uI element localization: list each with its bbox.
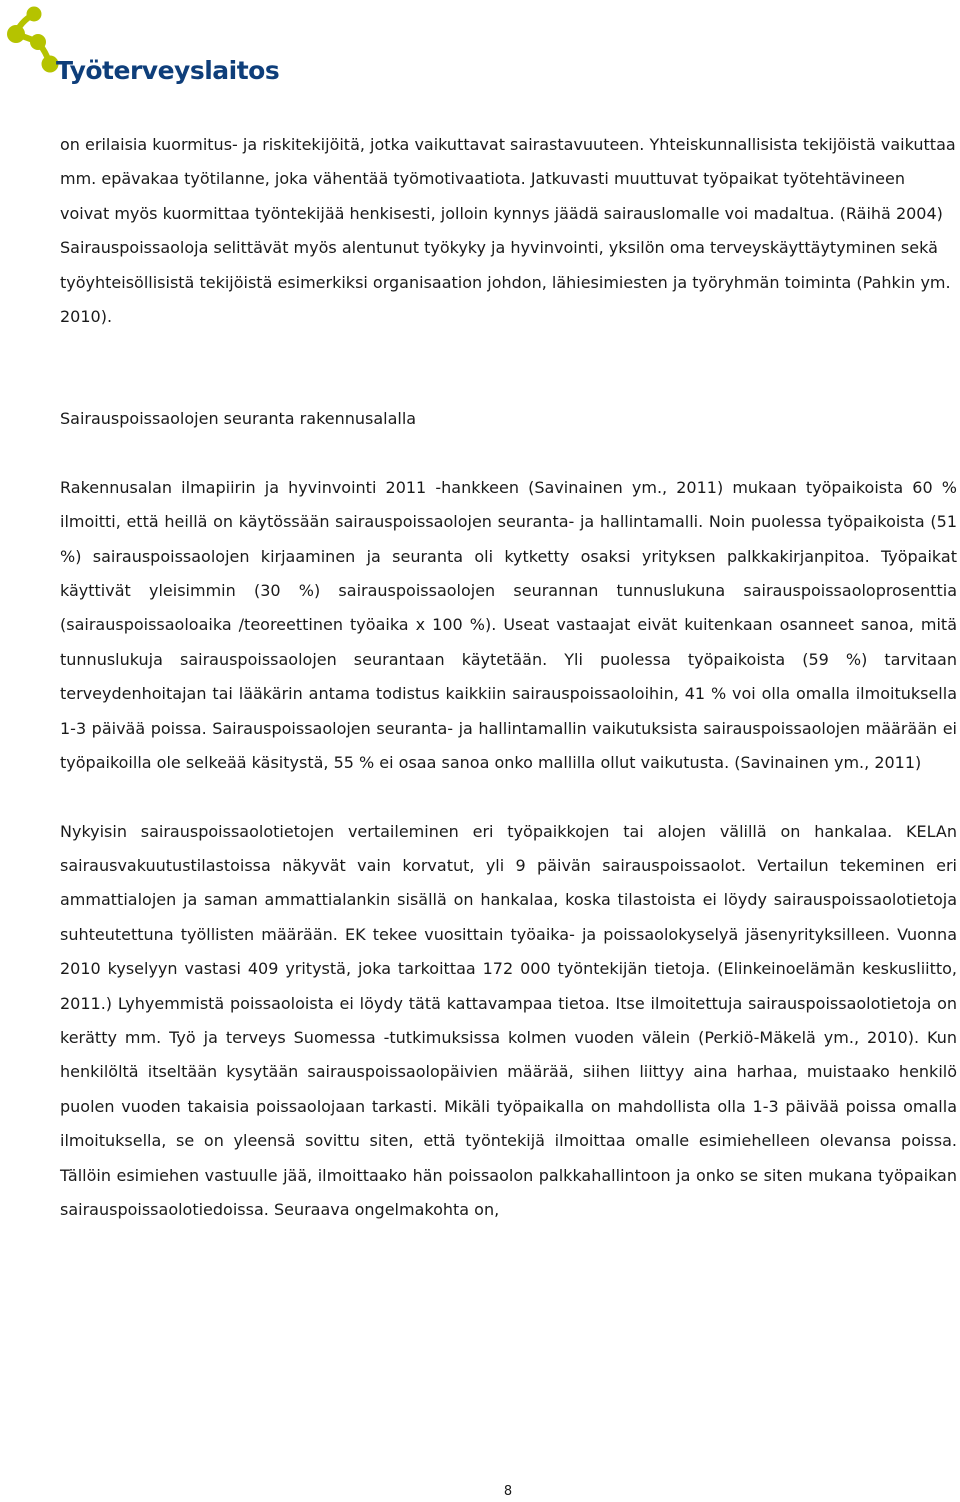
- page-number: 8: [503, 1484, 513, 1499]
- paragraph-intro: on erilaisia kuormitus- ja riskitekijöitä, jotka vaikuttavat sairastavuuteen. Yhteiskunnallisista tekijöistä vaikuttaa mm. epävakaa työtilanne, joka vähentää työmotivaatiota. Jatkuvasti muuttuvat työpaikat työtehtävineen voivat myös kuormittaa työntekijää henkisesti, jolloin kynnys jäädä sairauslomalle voi madaltua. (Räihä 2004) Sairauspoissaoloja selittävät myös alentunut työkyky ja hyvinvointi, yksilön oma terveyskäyttäytyminen sekä työyhteisöllisistä tekijöistä esimerkiksi organisaation johdon, lähiesimiesten ja työryhmän toiminta (Pahkin ym. 2010).: [60, 135, 956, 327]
- tyoterveyslaitos-mark-icon: [4, 4, 64, 76]
- paragraph-comparison: Nykyisin sairauspoissaolotietojen vertaileminen eri työpaikkojen tai alojen välillä on hankalaa. KELAn sairausvakuutustilastoissa näkyvät vain korvatut, yli 9 päivän sairauspoissaolot. Vertailun tekeminen eri ammattialojen ja saman ammattialankin sisällä on hankalaa, koska tilastoista ei löydy sairauspoissaolotietoja suhteutettuna työllisten määrään. EK tekee vuosittain työaika- ja poissaolokyselyä jäsenyrityksilleen. Vuonna 2010 kyselyyn vastasi 409 yritystä, joka tarkoittaa 172 000 työntekijän tietoja. (Elinkeinoelämän keskusliitto, 2011.) Lyhyemmistä poissaoloista ei löydy tätä kattavampaa tietoa. Itse ilmoitettuja sairauspoissaolotietoja on kerätty mm. Työ ja terveys Suomessa -tutkimuksissa kolmen vuoden välein (Perkiö-Mäkelä ym., 2010). Kun henkilöltä itseltään kysytään sairauspoissaolopäivien määrää, siihen liittyy aina harhaa, muistaako henkilö puolen vuoden takaisia poissaolojaan tarkasti. Mikäli työpaikalla on mahdollista olla 1-3 päivää poissa omalla ilmoituksella, se on yleensä sovittu siten, että työntekijä ilmoittaa omalle esimiehelleen olevansa poissa. Tällöin esimiehen vastuulle jää, ilmoittaako hän poissaolon palkkahallintoon ja onko se siten mukana työpaikan sairauspoissaolotiedoissa. Seuraava ongelmakohta on,: [60, 821, 957, 1219]
- logo-text: Työterveyslaitos: [56, 56, 280, 85]
- logo: [4, 4, 280, 94]
- paragraph-survey-results: Rakennusalan ilmapiirin ja hyvinvointi 2011 -hankkeen (Savinainen ym., 2011) mukaan työpaikoista 60 % ilmoitti, että heillä on käytössään sairauspoissaolojen seuranta- ja hallintamalli. Noin puolessa työpaikoista (51 %) sairauspoissaolojen kirjaaminen ja seuranta oli kytketty osaksi yrityksen palkkakirjanpitoa. Työpaikat käyttivät yleisimmin (30 %) sairauspoissaolojen seurannan tunnuslukuna sairauspoissaoloprosenttia (sairauspoissaoloaika /teoreettinen työaika x 100 %). Useat vastaajat eivät kuitenkaan osanneet sanoa, mitä tunnuslukuja sairauspoissaolojen seurantaan käytetään. Yli puolessa työpaikoista (59 %) tarvitaan terveydenhoitajan tai lääkärin antama todistus kaikkiin sairauspoissaoloihin, 41 % voi olla omalla ilmoituksella 1-3 päivää poissa. Sairauspoissaolojen seuranta- ja hallintamallin vaikutuksista sairauspoissaolojen määrään ei työpaikoilla ole selkeää käsitystä, 55 % ei osaa sanoa onko mallilla ollut vaikutusta. (Savinainen ym., 2011): [60, 477, 957, 773]
- document-body: [60, 128, 957, 1227]
- section-heading: Sairauspoissaolojen seuranta rakennusalalla: [60, 409, 417, 429]
- paragraph-gap: [60, 781, 957, 815]
